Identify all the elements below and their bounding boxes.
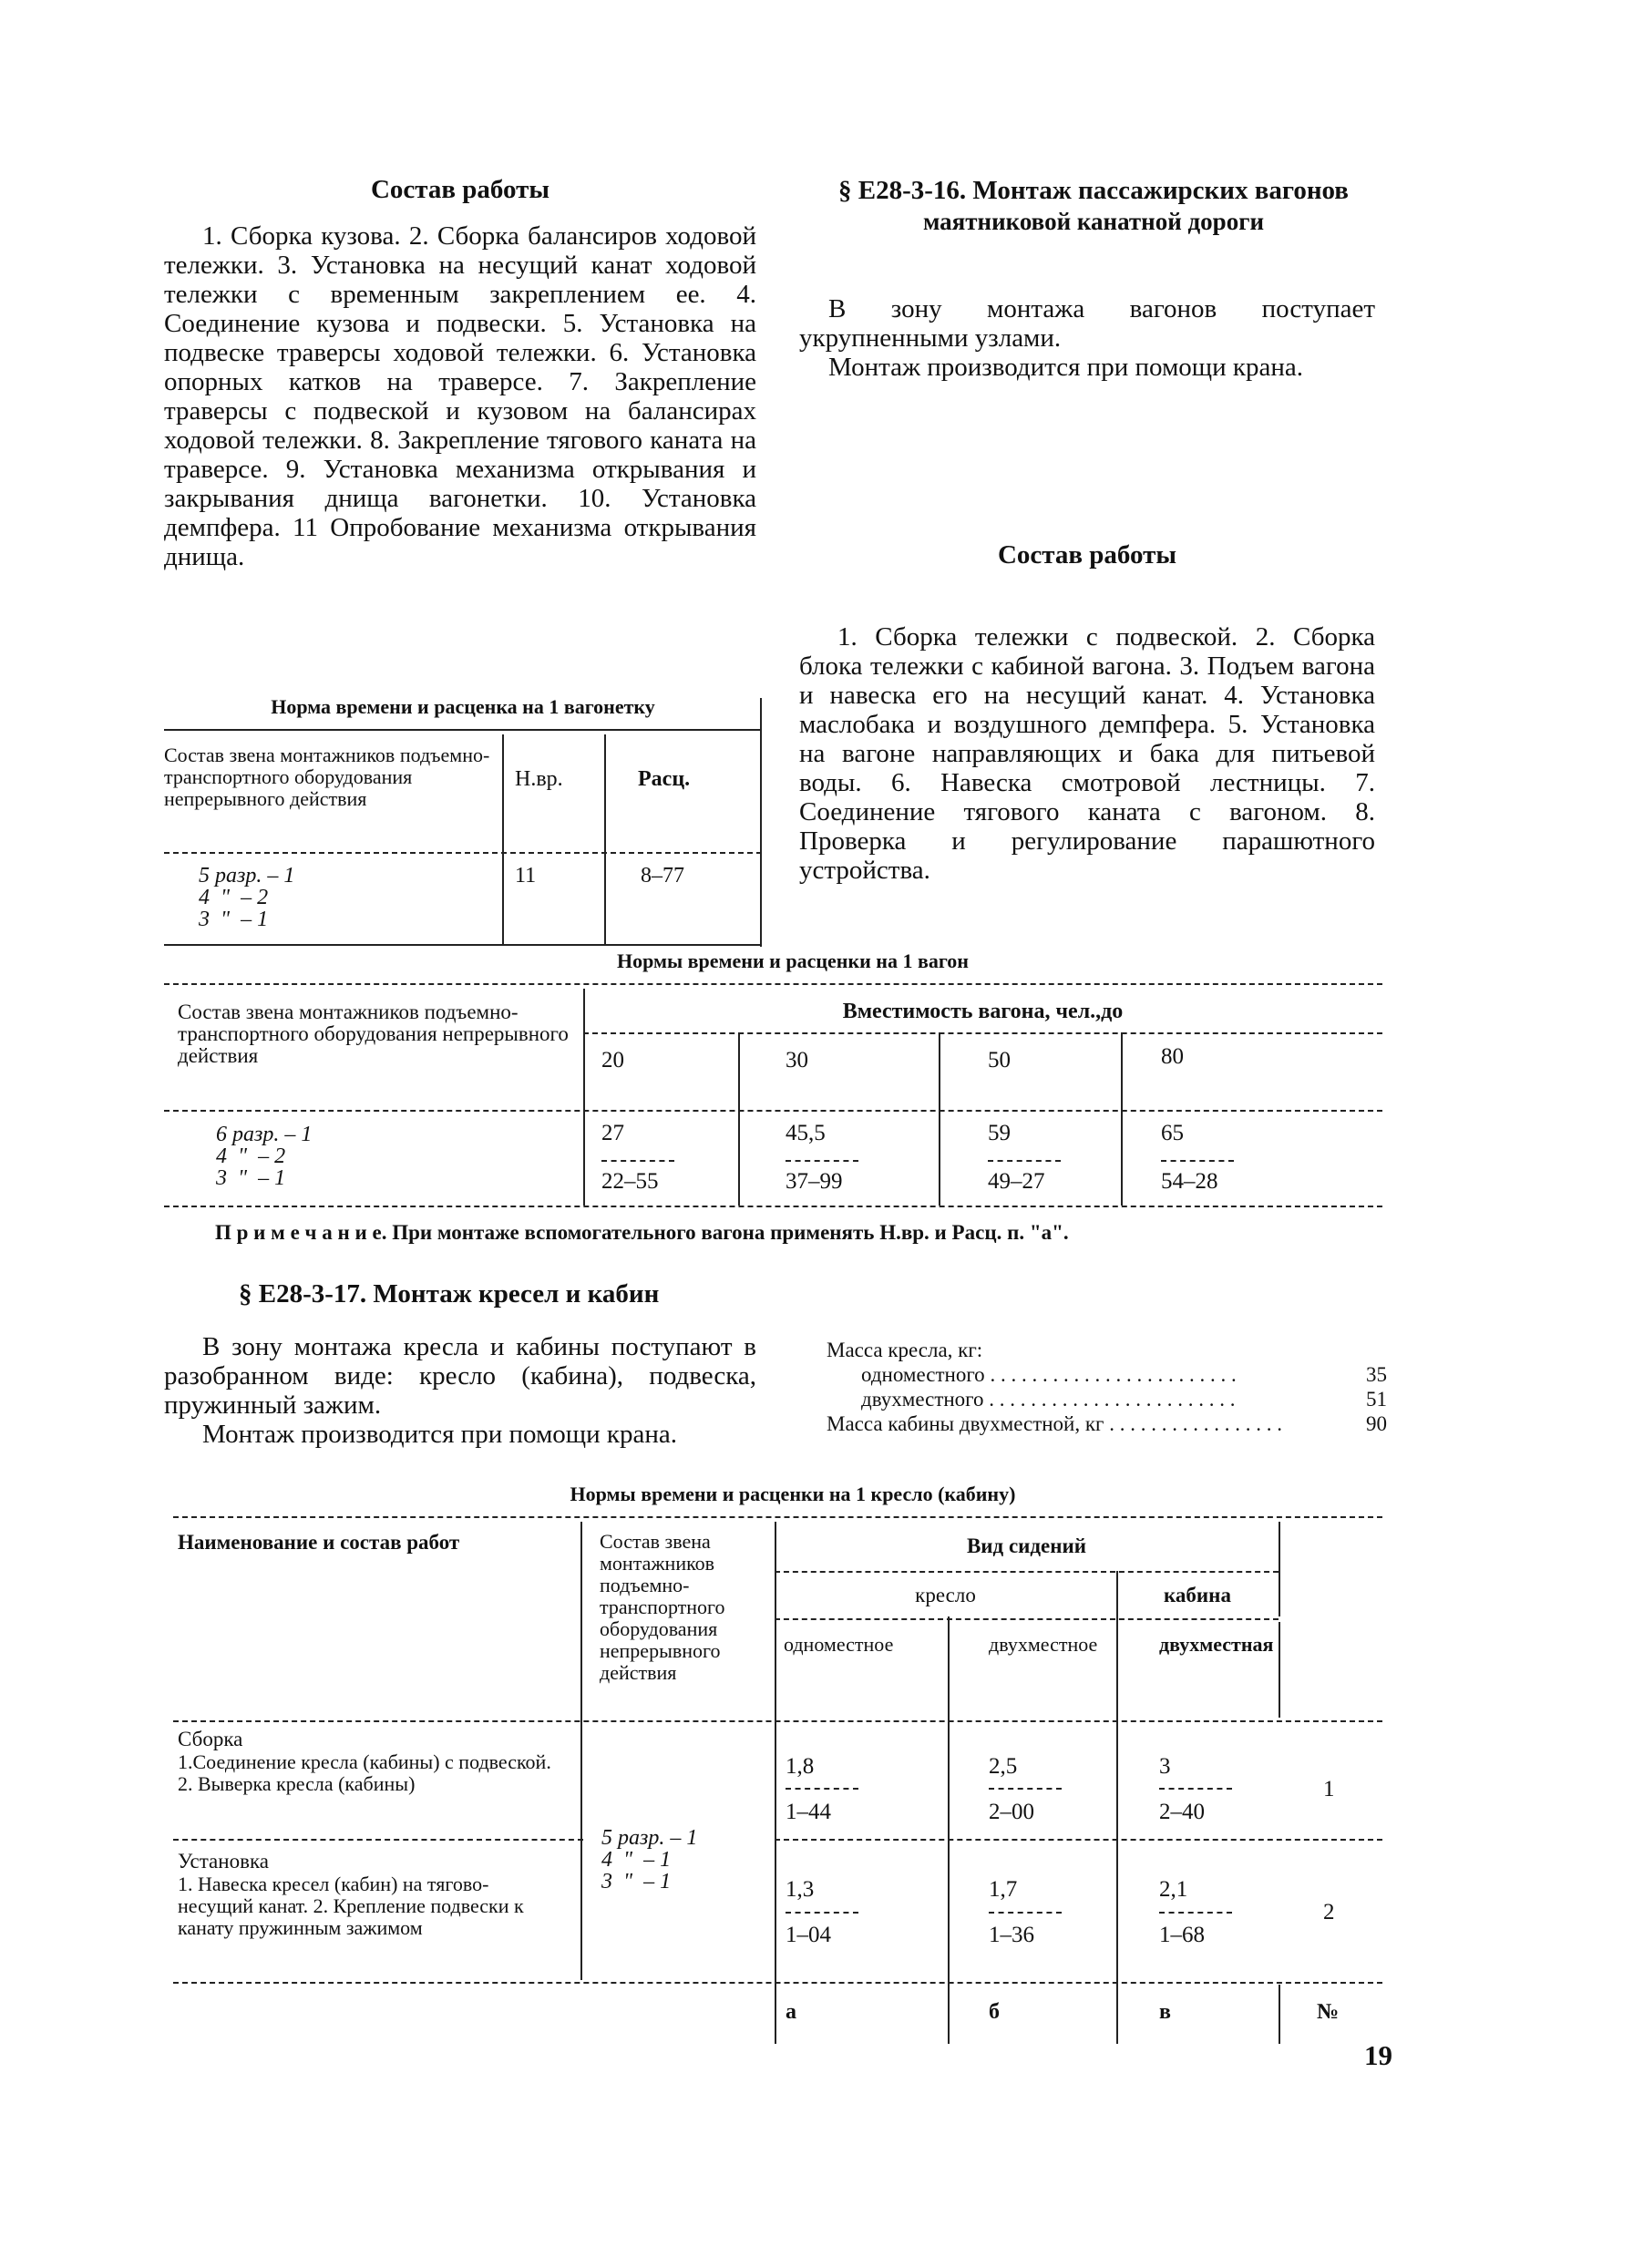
chair-row2-text: 1. Навеска кресел (кабин) на тягово-несущий канат. 2. Крепление подвески к канату пружинным зажимом (178, 1873, 524, 1939)
chair-seat-type: Вид сидений (966, 1534, 1087, 1557)
r1-number: 1 (1323, 1777, 1335, 1801)
left-table-col-nvr: Н.вр. (515, 767, 563, 791)
capacity-50: 50 (988, 1048, 1011, 1072)
r1-nvr-c: 3 (1159, 1754, 1171, 1779)
mass-double-label: двухместного (861, 1389, 984, 1411)
left-heading: Состав работы (370, 175, 550, 204)
section17-title: § Е28-3-17. Монтаж кресел и кабин (239, 1279, 660, 1308)
wagon-nvr-50: 59 (988, 1121, 1011, 1145)
wagon-rasc-80: 54–28 (1161, 1169, 1218, 1194)
wagon-col-crew: Состав звена монтажников подъемно-транспортного оборудования непрерывного действия (178, 1001, 569, 1067)
section16-intro: В зону монтажа вагонов поступает укрупненными узлами. (799, 294, 1375, 353)
footer-col-c: в (1159, 2000, 1171, 2024)
left-table-col-rasc: Расц. (638, 767, 691, 791)
wagon-crew-3: 3 " – 1 (216, 1166, 286, 1190)
left-crew-3: 3 " – 1 (199, 908, 269, 931)
mass-single-row (861, 1364, 1387, 1386)
mass-double-value: 51 (1358, 1389, 1387, 1411)
chair-cabin-header: кабина (1164, 1584, 1231, 1606)
wagon-nvr-30: 45,5 (786, 1121, 826, 1145)
wagon-nvr-80: 65 (1161, 1121, 1184, 1145)
r2-nvr-a: 1,3 (786, 1877, 815, 1902)
r2-nvr-c: 2,1 (1159, 1877, 1188, 1902)
left-table-caption: Норма времени и расценка на 1 вагонетку (271, 695, 655, 718)
dot-leader: . . . . . . . . . . . . . . . . . . . . . . . . (983, 1389, 1236, 1411)
mass-cabin-row (827, 1413, 1387, 1435)
r1-nvr-a: 1,8 (786, 1754, 815, 1779)
mass-single-label: одноместного (861, 1364, 985, 1386)
chair-col-crew: Состав звена монтажников подъемно-транспортного оборудования непрерывного действия (600, 1530, 725, 1684)
left-table-col-crew: Состав звена монтажников подъемно-транспортного оборудования непрерывного действия (164, 744, 490, 810)
section16-heading: Состав работы (997, 540, 1177, 570)
chair-col-work: Наименование и состав работ (178, 1531, 460, 1554)
section16-intro-2: Монтаж производится при помощи крана. (828, 353, 1303, 382)
r1-rasc-b: 2–00 (989, 1800, 1034, 1824)
section16-title-2: маятниковой канатной дороги (922, 208, 1265, 235)
chair-sub-single: одноместное (784, 1633, 894, 1656)
capacity-20: 20 (601, 1048, 624, 1072)
footer-col-b: б (989, 2000, 1000, 2024)
left-crew-2: 4 " – 2 (199, 886, 269, 909)
footer-col-no: № (1317, 2000, 1340, 2024)
chair-crew-1: 5 разр. – 1 (601, 1826, 698, 1850)
wagon-crew-1: 6 разр. – 1 (216, 1123, 313, 1146)
wagon-table-caption: Нормы времени и расценки на 1 вагон (617, 949, 969, 972)
chair-sub-cabin: двухместная (1159, 1633, 1274, 1656)
chair-crew-2: 4 " – 1 (601, 1848, 672, 1872)
r1-rasc-a: 1–44 (786, 1800, 831, 1824)
wagon-rasc-30: 37–99 (786, 1169, 843, 1194)
r2-nvr-b: 1,7 (989, 1877, 1018, 1902)
wagon-nvr-20: 27 (601, 1121, 624, 1145)
section17-text: В зону монтажа кресла и кабины поступают в разобранном виде: кресло (кабина), подвеска, пружинный зажим. (164, 1332, 756, 1420)
left-nvr-value: 11 (515, 864, 537, 888)
left-crew-1: 5 разр. – 1 (199, 864, 295, 888)
mass-title: Масса кресла, кг: (827, 1339, 983, 1361)
chair-crew-3: 3 " – 1 (601, 1870, 672, 1893)
wagon-capacity-header: Вместимость вагона, чел.,до (842, 1000, 1124, 1023)
footer-col-a: а (786, 2000, 796, 2024)
r2-rasc-b: 1–36 (989, 1923, 1034, 1947)
capacity-80: 80 (1161, 1044, 1184, 1069)
r1-rasc-c: 2–40 (1159, 1800, 1205, 1824)
mass-cabin-label: Масса кабины двухместной, кг (827, 1413, 1104, 1435)
wagon-crew-2: 4 " – 2 (216, 1144, 286, 1168)
chair-row1-title: Сборка (178, 1728, 243, 1750)
r1-nvr-b: 2,5 (989, 1754, 1018, 1779)
page-number: 19 (1364, 2039, 1392, 2071)
mass-cabin-value: 90 (1358, 1413, 1387, 1435)
mass-double-row (861, 1389, 1387, 1411)
capacity-30: 30 (786, 1048, 808, 1072)
wagon-rasc-50: 49–27 (988, 1169, 1045, 1194)
wagon-rasc-20: 22–55 (601, 1169, 659, 1194)
r2-rasc-c: 1–68 (1159, 1923, 1205, 1947)
chair-chair-header: кресло (915, 1584, 976, 1606)
chair-table-caption: Нормы времени и расценки на 1 кресло (кабину) (570, 1483, 1016, 1505)
dot-leader: . . . . . . . . . . . . . . . . . . . . . . . . (984, 1364, 1237, 1386)
mass-single-value: 35 (1358, 1364, 1387, 1386)
chair-row1-text: 1.Соединение кресла (кабины) с подвеской. 2. Выверка кресла (кабины) (178, 1750, 551, 1795)
dot-leader: . . . . . . . . . . . . . . . . . (1104, 1413, 1282, 1435)
section17-text-2: Монтаж производится при помощи крана. (202, 1420, 677, 1449)
left-rasc-value: 8–77 (641, 864, 684, 888)
section16-title-1: § Е28-3-16. Монтаж пассажирских вагонов (838, 176, 1349, 205)
chair-sub-double: двухместное (989, 1633, 1098, 1656)
left-work-text: 1. Сборка кузова. 2. Сборка балансиров ходовой тележки. 3. Установка на несущий канат ходовой тележки с временным закреплением ее. 4. Соединение кузова и подвески. 5. Установка на подвеске траверсы ходовой тележки. 6. Установка опорных катков на траверсе. 7. Закрепление траверсы с подвеской и кузовом на балансирах ходовой тележки. 8. Закрепление тягового каната на траверсе. 9. Установка механизма открывания и закрывания днища вагонетки. 10. Установка демпфера. 11 Опробование механизма открывания днища. (164, 221, 756, 571)
chair-row2-title: Установка (178, 1850, 269, 1873)
r2-rasc-a: 1–04 (786, 1923, 831, 1947)
section16-work-text: 1. Сборка тележки с подвеской. 2. Сборка блока тележки с кабиной вагона. 3. Подъем вагона и навеска его на несущий канат. 4. Установка маслобака и воздушного демпфера. 5. Установка на вагоне направляющих и бака для питьевой воды. 6. Навеска смотровой лестницы. 7. Соединение тягового каната с вагоном. 8. Проверка и регулирование парашютного устройства. (799, 622, 1375, 885)
r2-number: 2 (1323, 1900, 1335, 1924)
wagon-table-note: П р и м е ч а н и е. При монтаже вспомогательного вагона применять Н.вр. и Расц. п. "а". (215, 1221, 1069, 1244)
